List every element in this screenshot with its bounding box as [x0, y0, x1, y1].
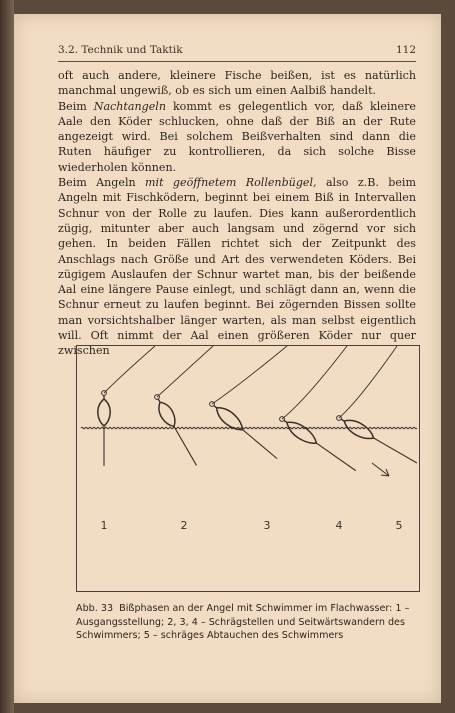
phase-label-4: 4	[335, 519, 343, 532]
float-body-3	[213, 403, 247, 434]
emphasis: Nachtangeln	[93, 99, 166, 113]
page-number: 112	[395, 44, 416, 56]
float-outline-4	[283, 417, 320, 448]
fishing-line-4	[282, 346, 347, 419]
float-stem-2	[174, 426, 197, 465]
float-stem-3	[243, 430, 277, 459]
body-text	[58, 68, 416, 359]
emphasis: mit geöffnetem Rollenbügel,	[145, 176, 317, 190]
float-outline-1	[98, 399, 110, 426]
phase-label-2: 2	[180, 519, 188, 532]
float-outline-5	[341, 416, 377, 444]
text-run: Beim Angeln	[58, 176, 146, 190]
phase-label-5: 5	[395, 519, 403, 532]
float-body-1	[98, 399, 110, 426]
phase-label-3: 3	[263, 519, 271, 532]
figure-caption	[76, 602, 428, 643]
paragraph-1	[58, 68, 416, 99]
text-run: also z.B. beim Angeln mit Fischködern, beginnt bei einem Biß in Intervallen Schnur von der Rolle zu laufen. Dies kann außerordentlich zügig, mitunter aber auch langsam und zögernd vor sich gehen. In beiden Fällen richtet sich der Zeitpunkt des Anschlags nach Größe und Art des verwendeten Köders. Bei zügigem Auslaufen der Schnur wartet man, bis der beißende Aal eine längere Pause einlegt, und schlägt dann an, wenn die Schnur erneut zu laufen beginnt. Bei zögernden Bissen sollte man vorsichtshalber länger warten, als man selbst eigentlich will. Oft nimmt der Aal einen größeren Köder nur quer zwischen	[58, 176, 416, 358]
paragraph-3	[58, 175, 416, 359]
header-rule	[58, 61, 416, 62]
book-spine	[0, 0, 14, 713]
text-run: Beim	[58, 99, 94, 113]
caption-label: Abb. 33	[76, 603, 114, 614]
float-outline-3	[213, 403, 247, 434]
section-title: 3.2. Technik und Taktik	[58, 44, 183, 56]
float-outline-2	[155, 399, 180, 429]
fishing-line-3	[212, 346, 287, 404]
float-stem-5	[374, 438, 417, 463]
fishing-line-1	[104, 346, 155, 393]
phase-label-1: 1	[100, 519, 108, 532]
float-bite-phases-diagram	[77, 346, 419, 591]
float-stem-4	[316, 443, 355, 471]
running-header	[58, 44, 416, 56]
float-body-2	[155, 399, 180, 429]
float-body-5	[341, 416, 377, 444]
text-run: oft auch andere, kleinere Fische beißen, ist es natürlich manchmal ungewiß, ob es sich um einen Aalbiß handelt.	[58, 69, 416, 98]
fishing-line-5	[339, 346, 397, 418]
caption-text: Bißphasen an der Angel mit Schwimmer im Flachwasser: 1 – Ausgangsstellung; 2, 3, 4 – Schrägstellen und Seitwärtswandern des Schwimmers; 5 – schräges Abtauchen des Schwimmers	[76, 603, 410, 641]
text-run: kommt es gelegentlich vor, daß kleinere Aale den Köder schlucken, ohne daß der Biß an der Rute angezeigt wird. Bei solchem Beißverhalten sind dann die Ruten häufiger zu kontrollieren, da sich solche Bisse wiederholen können.	[58, 99, 416, 174]
float-body-4	[283, 417, 320, 448]
fishing-line-2	[157, 346, 213, 397]
figure-33	[76, 345, 420, 592]
paragraph-2	[58, 99, 416, 175]
